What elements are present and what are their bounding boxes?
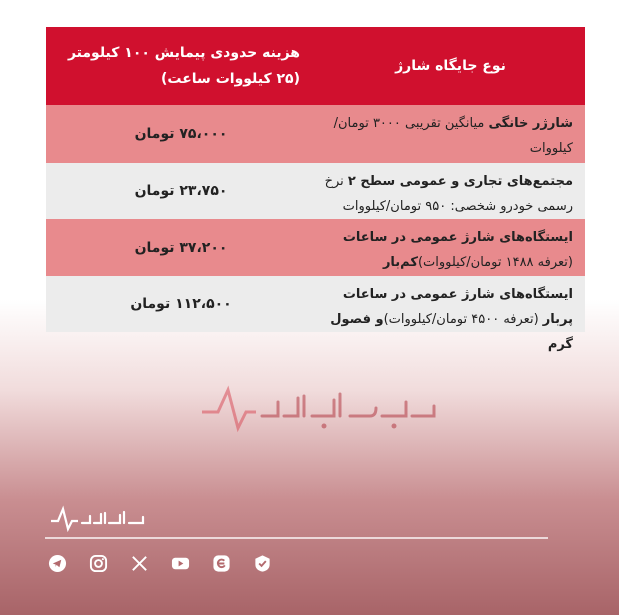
table-header bbox=[46, 27, 585, 105]
eitaa-icon[interactable] bbox=[212, 554, 231, 573]
row-title bbox=[316, 163, 585, 219]
row-title bbox=[316, 219, 585, 276]
row-title-rest: نرخ رسمی خودرو شخصی: ۹۵۰ تومان/کیلووات bbox=[324, 174, 573, 214]
brand-logo bbox=[50, 505, 145, 533]
charging-cost-table bbox=[46, 27, 585, 352]
youtube-icon[interactable] bbox=[171, 554, 190, 573]
row-title-tail: کم‌بار bbox=[382, 255, 418, 270]
table-row bbox=[46, 219, 585, 276]
watermark-logo bbox=[200, 380, 440, 440]
row-title-bold: شارژر خانگی bbox=[488, 116, 573, 131]
bale-icon[interactable] bbox=[253, 554, 272, 573]
row-cost: ۷۵،۰۰۰ تومان bbox=[134, 126, 228, 142]
row-title-bold: ایستگاه‌های شارژ عمومی در ساعات bbox=[342, 230, 573, 245]
row-cost: ۲۳،۷۵۰ تومان bbox=[134, 183, 228, 199]
row-title-rest: میانگین تقریبی ۳۰۰۰ تومان/کیلووات bbox=[333, 116, 573, 156]
table-row bbox=[46, 105, 585, 163]
row-cost: ۳۷،۲۰۰ تومان bbox=[134, 239, 228, 256]
table-row bbox=[46, 163, 585, 219]
row-cost: ۱۱۲،۵۰۰ تومان bbox=[130, 296, 232, 312]
table-row bbox=[46, 276, 585, 352]
header-charger-type: نوع جایگاه شارژ bbox=[395, 57, 506, 74]
x-icon[interactable] bbox=[130, 554, 149, 573]
row-title bbox=[316, 276, 585, 352]
row-title-tail: و فصول گرم bbox=[330, 312, 573, 352]
telegram-icon[interactable] bbox=[48, 554, 67, 573]
instagram-icon[interactable] bbox=[89, 554, 108, 573]
row-title-bold: مجتمع‌های تجاری و عمومی سطح ۲ bbox=[347, 174, 573, 189]
row-title-rest: (تعرفه ۴۵۰۰ تومان/کیلووات) bbox=[383, 312, 543, 327]
header-cost: هزینه حدودی پیمایش ۱۰۰ کیلومتر (۲۵ کیلووات ساعت) bbox=[67, 45, 300, 87]
row-title bbox=[316, 105, 585, 163]
row-title-bold: ایستگاه‌های شارژ عمومی در ساعات پربار bbox=[342, 287, 573, 327]
social-links bbox=[48, 554, 272, 573]
footer-divider bbox=[45, 537, 548, 539]
row-title-rest: (تعرفه ۱۴۸۸ تومان/کیلووات) bbox=[417, 255, 573, 270]
